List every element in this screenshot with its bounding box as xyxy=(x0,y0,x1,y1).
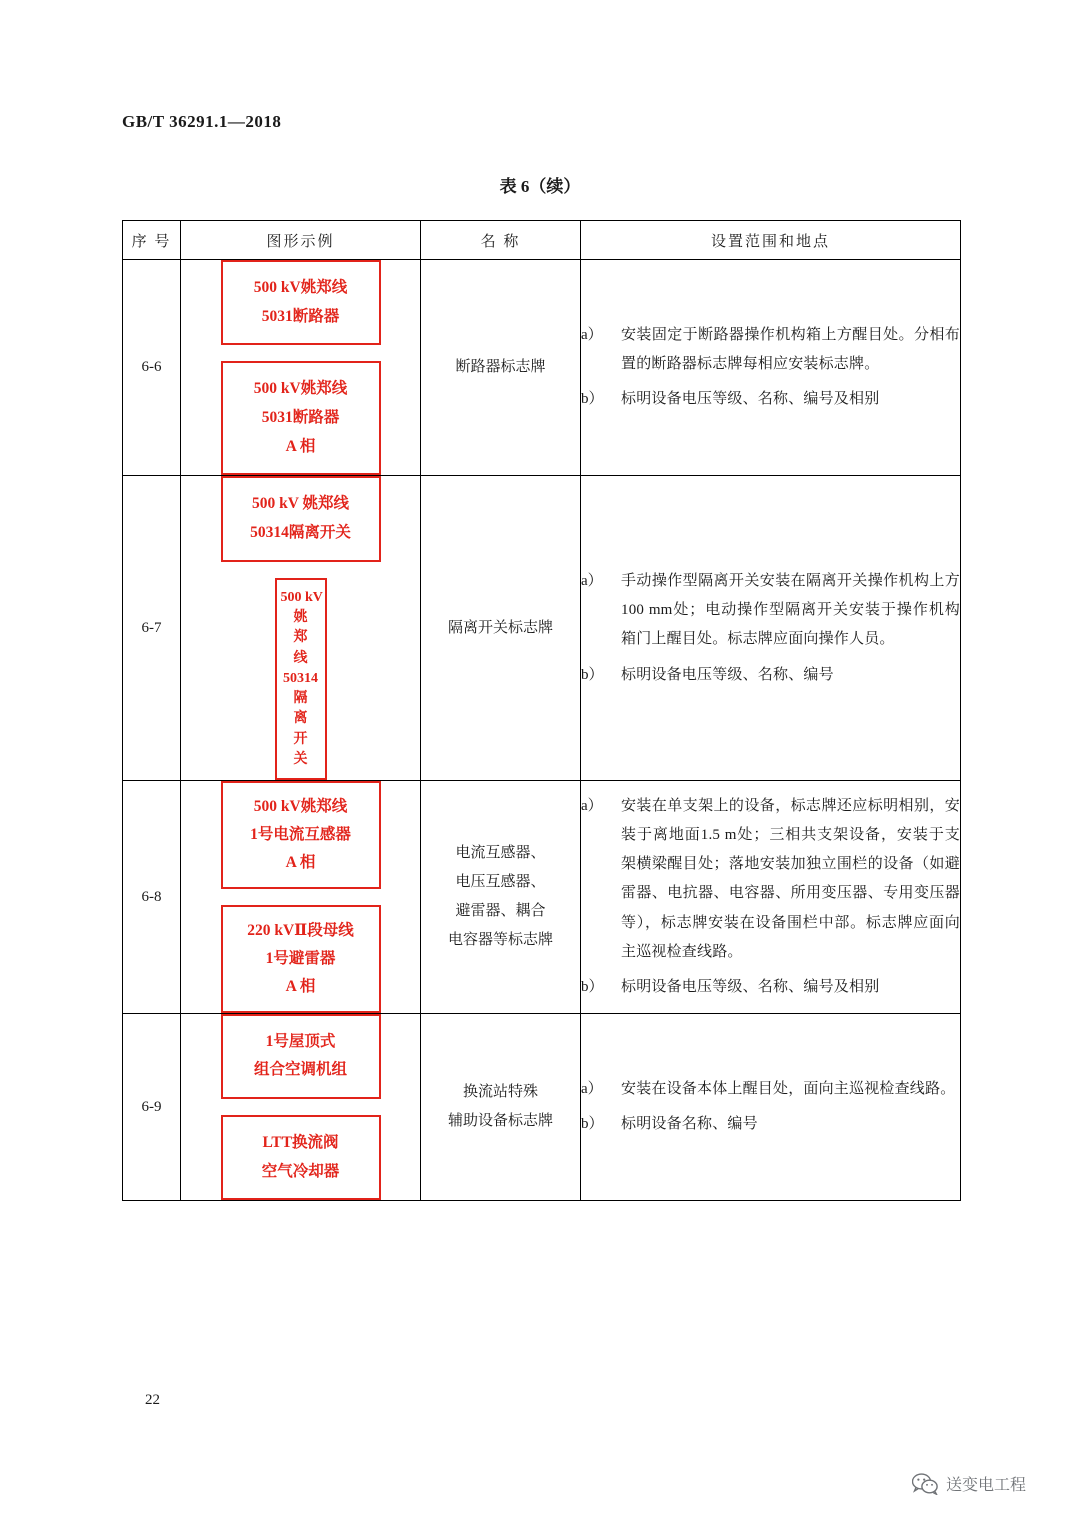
header-name: 名 称 xyxy=(421,221,581,260)
scope-marker: a） xyxy=(581,572,603,589)
scope-cell xyxy=(581,476,961,781)
row-number: 6-8 xyxy=(123,781,181,1013)
standard-code: GB/T 36291.1—2018 xyxy=(122,112,282,131)
sign-line: 郑 xyxy=(293,630,308,646)
table-caption: 表 6（续） xyxy=(499,177,581,196)
row-number: 6-9 xyxy=(123,1013,181,1201)
sign-line: 1号避雷器 xyxy=(265,949,336,967)
sign-example-cell xyxy=(181,781,421,1013)
sign-line: A 相 xyxy=(285,854,316,872)
scope-marker: a） xyxy=(581,1080,603,1097)
row-number: 6-6 xyxy=(123,260,181,476)
sign-line: 50314 xyxy=(283,670,318,686)
row-number: 6-7 xyxy=(123,476,181,781)
scope-text: 标明设备电压等级、名称、编号 xyxy=(621,666,834,683)
sign-line: 500 kV姚郑线 xyxy=(253,279,348,296)
scope-text: 安装在单支架上的设备，标志牌还应标明相别，安装于离地面1.5 m处；三相共支架设备，安装于支架横梁醒目处；落地安装加独立围栏的设备（如避雷器、电抗器、电容器、所用变压器、专用变压器等），标志牌安装在设备围栏中部。标志牌应面向主巡视检查线路。 xyxy=(621,797,960,960)
scope-item xyxy=(581,321,960,380)
sign-example-cell xyxy=(181,1013,421,1201)
scope-list xyxy=(581,1075,960,1140)
sign-line: 1号电流互感器 xyxy=(250,826,351,844)
sign-line: 隔 xyxy=(293,691,308,707)
table-row xyxy=(123,476,961,781)
sign-plate xyxy=(221,781,381,889)
page-number: 22 xyxy=(145,1392,160,1408)
sign-line: 开 xyxy=(293,731,308,747)
scope-text: 安装固定于断路器操作机构箱上方醒目处。分相布置的断路器标志牌每相应安装标志牌。 xyxy=(621,326,960,373)
sign-line: 50314隔离开关 xyxy=(250,524,351,542)
sign-plate xyxy=(221,1014,381,1099)
scope-item xyxy=(581,661,960,690)
scope-marker: b） xyxy=(581,391,604,408)
scope-list xyxy=(581,567,960,690)
sign-name-cell xyxy=(421,260,581,476)
watermark-label: 送变电工程 xyxy=(945,1477,1026,1494)
sign-name-line: 断路器标志牌 xyxy=(455,359,546,376)
scope-marker: a） xyxy=(581,797,603,814)
sign-plate xyxy=(275,578,327,781)
sign-line: A 相 xyxy=(285,977,316,995)
scope-item xyxy=(581,973,960,1002)
sign-plate xyxy=(221,905,381,1013)
wechat-icon xyxy=(912,1473,938,1495)
sign-line: 组合空调机组 xyxy=(253,1061,347,1079)
scope-text: 标明设备名称、编号 xyxy=(621,1116,758,1133)
sign-line: 姚 xyxy=(293,610,308,625)
table-row xyxy=(123,1013,961,1201)
scope-list xyxy=(581,792,960,1003)
sign-line: 线 xyxy=(293,650,308,666)
sign-plate xyxy=(221,476,381,561)
sign-line: 关 xyxy=(293,752,308,768)
sign-name-line: 换流站特殊 xyxy=(462,1083,538,1100)
header-scope: 设置范围和地点 xyxy=(581,221,961,260)
scope-cell xyxy=(581,260,961,476)
scope-marker: b） xyxy=(581,979,604,996)
sign-plate xyxy=(221,260,381,345)
sign-example-cell xyxy=(181,260,421,476)
sign-name-line: 隔离开关标志牌 xyxy=(447,619,553,636)
scope-list xyxy=(581,321,960,415)
sign-line: 500 kV姚郑线 xyxy=(253,380,348,398)
sign-plate xyxy=(221,1115,381,1200)
scope-cell xyxy=(581,1013,961,1201)
sign-name-line: 辅助设备标志牌 xyxy=(447,1113,553,1130)
sign-name-cell xyxy=(421,1013,581,1201)
sign-line: 500 kV姚郑线 xyxy=(253,798,348,816)
scope-marker: a） xyxy=(581,326,603,343)
scope-marker: b） xyxy=(581,666,604,683)
table-row xyxy=(123,781,961,1013)
scope-text: 标明设备电压等级、名称、编号及相别 xyxy=(621,979,880,996)
sign-plate xyxy=(221,361,381,475)
sign-name-cell xyxy=(421,476,581,781)
sign-name-line: 电流互感器、 xyxy=(455,844,546,861)
scope-text: 手动操作型隔离开关安装在隔离开关操作机构上方100 mm处；电动操作型隔离开关安装于操作机构箱门上醒目处。标志牌应面向操作人员。 xyxy=(621,572,960,648)
scope-item xyxy=(581,1075,960,1104)
watermark xyxy=(912,1472,1026,1495)
sign-line: 离 xyxy=(293,711,308,727)
scope-text: 安装在设备本体上醒目处，面向主巡视检查线路。 xyxy=(621,1080,956,1097)
sign-line: 500 kV 姚郑线 xyxy=(251,495,350,513)
scope-text: 标明设备电压等级、名称、编号及相别 xyxy=(621,391,880,408)
sign-name-line: 电压互感器、 xyxy=(455,873,546,890)
sign-line: A 相 xyxy=(285,437,316,455)
scope-item xyxy=(581,792,960,968)
sign-line: 5031断路器 xyxy=(261,409,340,427)
sign-line: 1号屋顶式 xyxy=(265,1032,336,1050)
header-no: 序 号 xyxy=(123,221,181,260)
sign-name-line: 电容器等标志牌 xyxy=(447,932,553,949)
sign-name-line: 避雷器、耦合 xyxy=(455,903,546,920)
sign-line: 空气冷却器 xyxy=(261,1162,340,1180)
sign-example-cell xyxy=(181,476,421,781)
header-example: 图形示例 xyxy=(181,221,421,260)
sign-name-cell xyxy=(421,781,581,1013)
scope-marker: b） xyxy=(581,1116,604,1133)
scope-item xyxy=(581,385,960,414)
sign-line: 5031断路器 xyxy=(261,307,340,325)
sign-line: 500 kV xyxy=(280,589,323,605)
sign-line: 220 kVⅡ段母线 xyxy=(247,922,354,940)
scope-cell xyxy=(581,781,961,1013)
sign-specification-table xyxy=(122,220,961,1201)
sign-line: LTT换流阀 xyxy=(262,1134,339,1152)
scope-item xyxy=(581,1110,960,1139)
scope-item xyxy=(581,567,960,655)
table-header-row xyxy=(123,221,961,260)
table-row xyxy=(123,260,961,476)
